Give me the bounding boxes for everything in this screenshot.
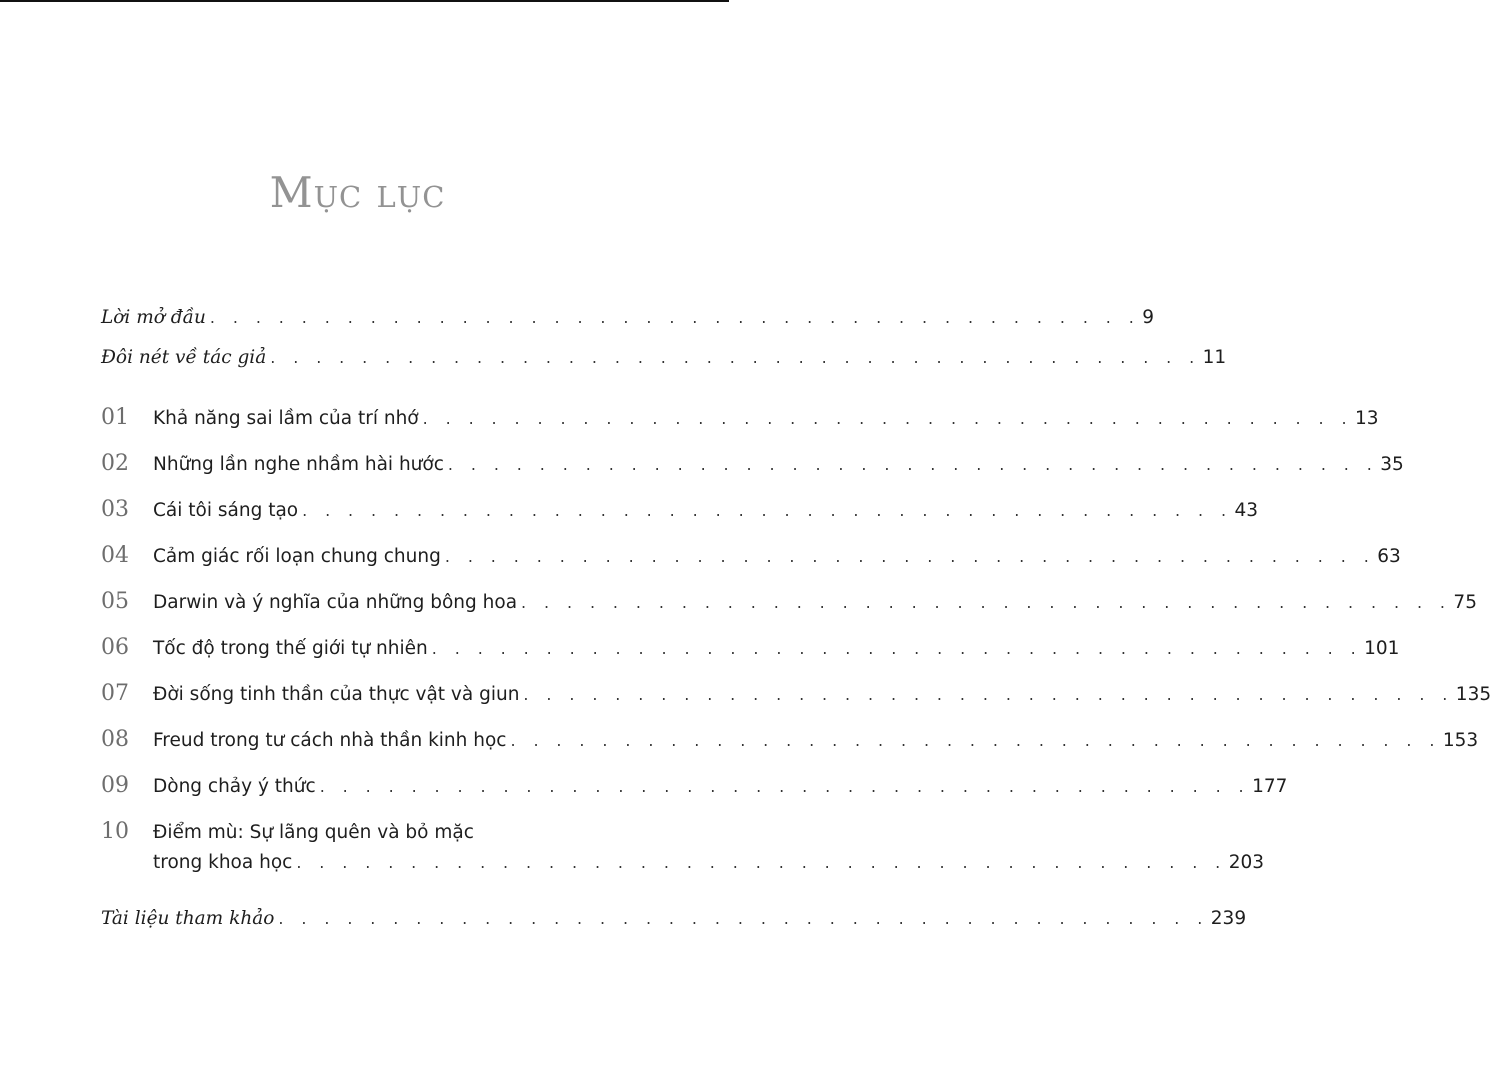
toc-entry-title: Lời mở đầu	[101, 307, 206, 328]
dot-leader: . . . . . . . . . . . . . . . . . . . . . . . . . . . . . . . . . . . . . . . . .	[447, 455, 1379, 474]
chapter-number: 02	[101, 451, 129, 476]
dot-leader: . . . . . . . . . . . . . . . . . . . . . . . . . . . . . . . . . . . . . . . . .	[270, 348, 1201, 367]
toc-entry-title: Đời sống tinh thần của thực vật và giun	[153, 684, 520, 705]
toc-entry-chapter-07[interactable]	[101, 679, 1491, 709]
chapter-number: 04	[101, 543, 129, 568]
dot-leader: . . . . . . . . . . . . . . . . . . . . . . . . . . . . . . . . . . . . . . . . .	[302, 501, 1233, 520]
toc-entry-title: Dòng chảy ý thức	[153, 776, 316, 797]
dot-leader: . . . . . . . . . . . . . . . . . . . . . . . . . . . . . . . . . . . . . . . . .	[296, 853, 1227, 872]
toc-entry-title: Tốc độ trong thế giới tự nhiên	[153, 638, 428, 659]
dot-leader: . . . . . . . . . . . . . . . . . . . . . . . . . . . . . . . . . . . . . . . . .	[444, 547, 1376, 566]
toc-entry-page: 43	[1234, 500, 1259, 521]
dot-leader: . . . . . . . . . . . . . . . . . . . . . . . . . . . . . . . . . . . . . . . . .	[422, 409, 1353, 428]
dot-leader: . . . . . . . . . . . . . . . . . . . . . . . . . . . . . . . . . . . . . . . . .	[278, 909, 1209, 928]
toc-entry-preface[interactable]	[101, 303, 1155, 333]
page-title: Mục lục	[269, 168, 446, 217]
toc-entry-page: 203	[1228, 852, 1264, 873]
toc-entry-chapter-01[interactable]	[101, 403, 1379, 433]
toc-entry-chapter-04[interactable]	[101, 541, 1401, 571]
chapter-number: 01	[101, 405, 129, 430]
chapter-number: 05	[101, 589, 129, 614]
toc-entry-about-author[interactable]	[101, 343, 1227, 373]
toc-entry-chapter-10[interactable]	[101, 817, 612, 847]
toc-entry-page: 101	[1364, 638, 1400, 659]
toc-entry-title: Những lần nghe nhầm hài hước	[153, 454, 444, 475]
toc-entry-chapter-06[interactable]	[101, 633, 1400, 663]
toc-entry-page: 13	[1355, 408, 1379, 429]
chapter-number: 03	[101, 497, 129, 522]
toc-entry-page: 239	[1210, 908, 1247, 929]
toc-entry-title: Cái tôi sáng tạo	[153, 500, 299, 521]
chapter-number: 10	[101, 819, 129, 844]
toc-entry-chapter-02[interactable]	[101, 449, 1404, 479]
toc-entry-chapter-08[interactable]	[101, 725, 1479, 755]
toc-entry-references[interactable]	[101, 904, 1247, 934]
dot-leader: . . . . . . . . . . . . . . . . . . . . . . . . . . . . . . . . . . . . . . . . .	[209, 308, 1141, 327]
dot-leader: . . . . . . . . . . . . . . . . . . . . . . . . . . . . . . . . . . . . . . . . .	[431, 639, 1363, 658]
toc-entry-page: 135	[1455, 684, 1491, 705]
toc-entry-title: Tài liệu tham khảo	[101, 908, 275, 929]
chapter-number: 06	[101, 635, 129, 660]
toc-entry-chapter-10-continued[interactable]	[153, 848, 1264, 878]
chapter-number: 09	[101, 773, 129, 798]
toc-entry-page: 11	[1202, 347, 1227, 368]
top-border	[0, 0, 729, 2]
toc-entry-page: 9	[1142, 307, 1155, 328]
toc-entry-page: 75	[1453, 592, 1477, 613]
toc-entry-title-line1: Điểm mù: Sự lãng quên và bỏ mặc	[153, 822, 474, 843]
dot-leader: . . . . . . . . . . . . . . . . . . . . . . . . . . . . . . . . . . . . . . . . .	[521, 593, 1452, 612]
dot-leader: . . . . . . . . . . . . . . . . . . . . . . . . . . . . . . . . . . . . . . . . .	[319, 777, 1251, 796]
toc-entry-title: Cảm giác rối loạn chung chung	[153, 546, 441, 567]
toc-entry-title: Đôi nét về tác giả	[101, 347, 267, 368]
toc-entry-chapter-05[interactable]	[101, 587, 1477, 617]
toc-entry-title: Khả năng sai lầm của trí nhớ	[153, 408, 419, 429]
toc-entry-page: 35	[1380, 454, 1404, 475]
chapter-number: 07	[101, 681, 129, 706]
toc-entry-title: Freud trong tư cách nhà thần kinh học	[153, 730, 507, 751]
toc-entry-title: Darwin và ý nghĩa của những bông hoa	[153, 592, 518, 613]
dot-leader: . . . . . . . . . . . . . . . . . . . . . . . . . . . . . . . . . . . . . . . . .	[523, 685, 1454, 704]
dot-leader: . . . . . . . . . . . . . . . . . . . . . . . . . . . . . . . . . . . . . . . . .	[510, 731, 1441, 750]
toc-entry-title-line2: trong khoa học	[153, 852, 293, 873]
chapter-number: 08	[101, 727, 129, 752]
toc-entry-page: 177	[1252, 776, 1288, 797]
toc-entry-chapter-09[interactable]	[101, 771, 1288, 801]
toc-entry-page: 153	[1442, 730, 1479, 751]
toc-entry-chapter-03[interactable]	[101, 495, 1259, 525]
toc-entry-page: 63	[1377, 546, 1401, 567]
